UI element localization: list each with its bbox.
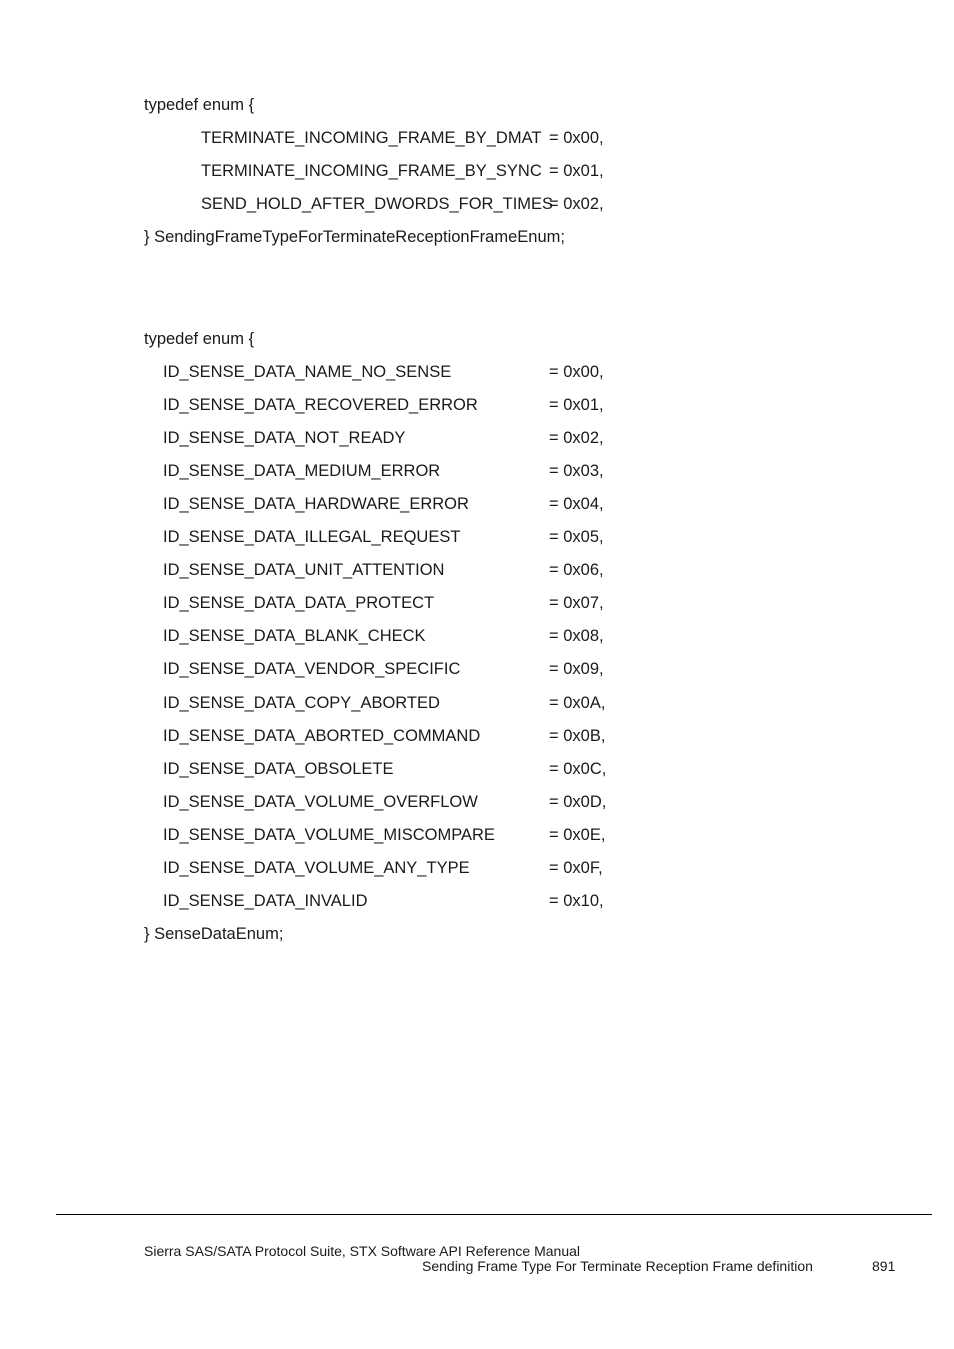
enum2-item-value: = 0x0B, [549,727,606,745]
enum1-item-value: = 0x01, [549,162,604,180]
enum2-item-name: ID_SENSE_DATA_VOLUME_ANY_TYPE [163,859,470,877]
enum1-item-name: TERMINATE_INCOMING_FRAME_BY_SYNC [201,162,542,180]
enum1-item-name: SEND_HOLD_AFTER_DWORDS_FOR_TIMES [201,195,554,213]
enum2-item-name: ID_SENSE_DATA_UNIT_ATTENTION [163,561,445,579]
enum2-item-name: ID_SENSE_DATA_VOLUME_OVERFLOW [163,793,478,811]
enum2-item-value: = 0x05, [549,528,604,546]
footer-page-number: 891 [872,1258,896,1274]
enum2-item-name: ID_SENSE_DATA_DATA_PROTECT [163,594,435,612]
enum2-item-value: = 0x06, [549,561,604,579]
enum2-open: typedef enum { [144,330,255,348]
enum2-item-value: = 0x03, [549,462,604,480]
enum2-item-name: ID_SENSE_DATA_COPY_ABORTED [163,694,440,712]
enum1-item-name: TERMINATE_INCOMING_FRAME_BY_DMAT [201,129,542,147]
enum2-item-value: = 0x0D, [549,793,607,811]
enum2-item-value: = 0x01, [549,396,604,414]
enum2-close: } SenseDataEnum; [144,925,284,943]
enum2-item-name: ID_SENSE_DATA_RECOVERED_ERROR [163,396,478,414]
enum2-item-name: ID_SENSE_DATA_OBSOLETE [163,760,394,778]
enum2-item-name: ID_SENSE_DATA_HARDWARE_ERROR [163,495,469,513]
enum2-item-value: = 0x0F, [549,859,603,877]
enum2-item-value: = 0x08, [549,627,604,645]
enum2-item-value: = 0x00, [549,363,604,381]
enum2-item-name: ID_SENSE_DATA_MEDIUM_ERROR [163,462,441,480]
enum2-item-name: ID_SENSE_DATA_ABORTED_COMMAND [163,727,481,745]
enum1-close: } SendingFrameTypeForTerminateReceptionFrameEnum; [144,228,565,246]
enum2-item-value: = 0x02, [549,429,604,447]
enum2-item-name: ID_SENSE_DATA_BLANK_CHECK [163,627,426,645]
enum1-open: typedef enum { [144,96,255,114]
enum2-item-value: = 0x07, [549,594,604,612]
enum2-item-name: ID_SENSE_DATA_NAME_NO_SENSE [163,363,452,381]
enum2-item-name: ID_SENSE_DATA_VOLUME_MISCOMPARE [163,826,495,844]
enum2-item-name: ID_SENSE_DATA_NOT_READY [163,429,406,447]
footer-section-title: Sending Frame Type For Terminate Reception Frame definition [422,1258,813,1274]
footer-manual-title: Sierra SAS/SATA Protocol Suite, STX Software API Reference Manual [144,1243,581,1259]
enum2-item-name: ID_SENSE_DATA_INVALID [163,892,368,910]
enum2-item-value: = 0x09, [549,660,604,678]
enum1-item-value: = 0x00, [549,129,604,147]
enum2-item-value: = 0x10, [549,892,604,910]
footer-divider [56,1214,932,1215]
enum1-item-value: = 0x02, [549,195,604,213]
enum2-item-name: ID_SENSE_DATA_ILLEGAL_REQUEST [163,528,461,546]
enum2-item-value: = 0x04, [549,495,604,513]
enum2-item-value: = 0x0C, [549,760,607,778]
enum2-item-name: ID_SENSE_DATA_VENDOR_SPECIFIC [163,660,461,678]
enum2-item-value: = 0x0A, [549,694,606,712]
enum2-item-value: = 0x0E, [549,826,606,844]
